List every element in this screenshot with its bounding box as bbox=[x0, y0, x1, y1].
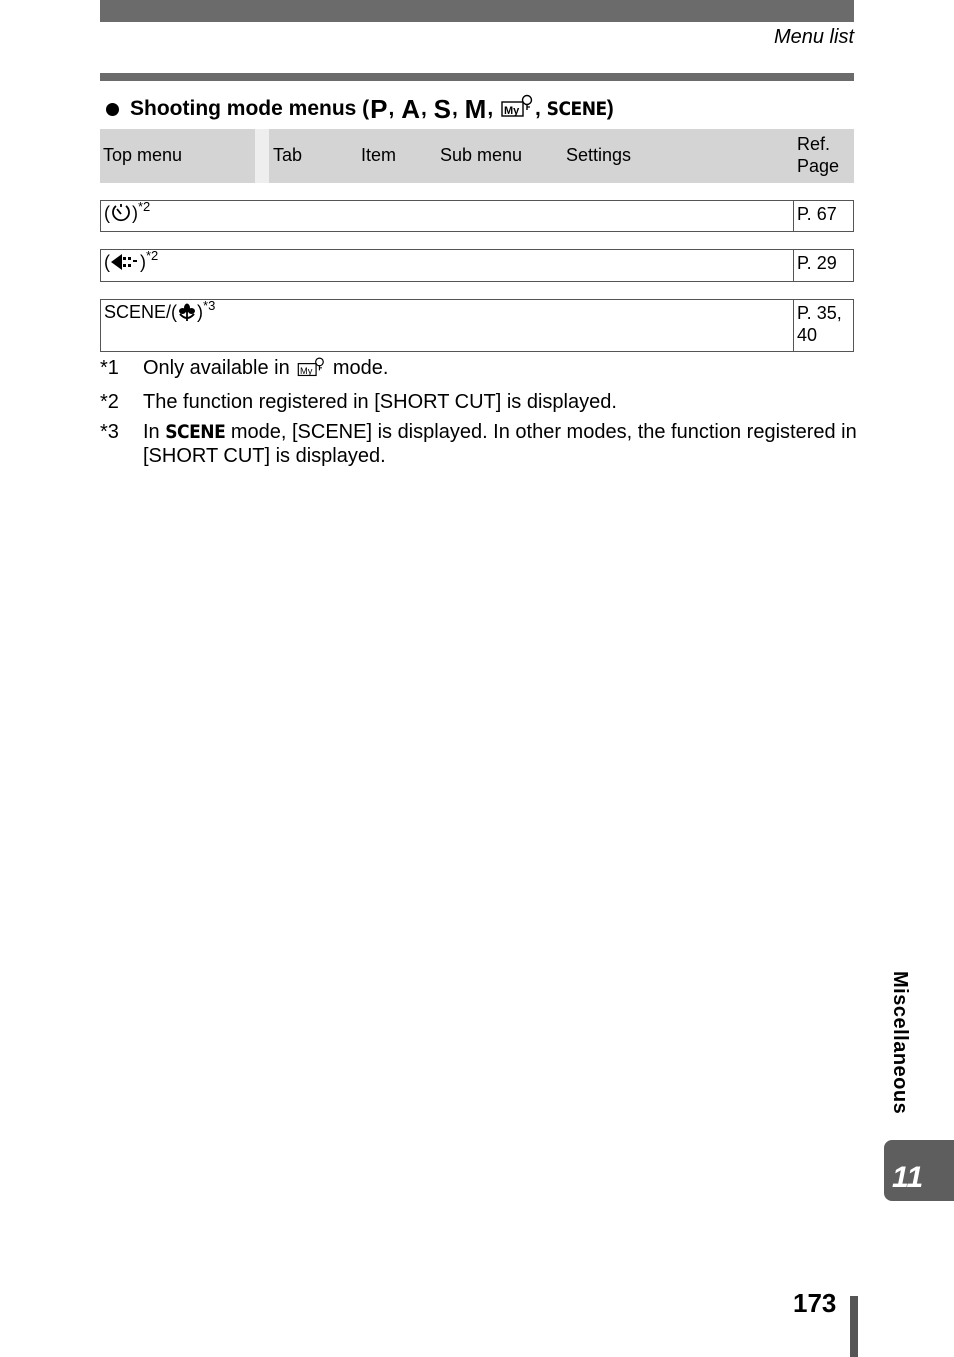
chapter-tab: 11 bbox=[884, 1140, 954, 1201]
footnote: *3 In SCENE mode, [SCENE] is displayed. In other modes, the function registered in [SHORT CUT] is displayed. bbox=[100, 421, 857, 467]
header-tab: Tab bbox=[273, 145, 303, 165]
scene-mode-label: SCENE bbox=[165, 421, 226, 443]
bullet-icon bbox=[106, 103, 119, 116]
footnote: *1 Only available in My mode. bbox=[100, 356, 860, 384]
mode-p: P bbox=[370, 93, 388, 124]
row-ref: P. 35, 40 bbox=[797, 303, 842, 345]
section-title: Shooting mode menus ( P , A , S , M , My , SCENE ) bbox=[106, 93, 614, 125]
row-label: ( )$^{*2}$ bbox=[101, 201, 794, 231]
svg-text:My: My bbox=[504, 105, 520, 117]
section-side-label: Miscellaneous bbox=[889, 971, 911, 1115]
page-header-title: Menu list bbox=[773, 26, 854, 48]
row-label: ( )$^{*2}$ bbox=[101, 250, 794, 281]
my-mode-icon bbox=[501, 93, 533, 125]
table-row bbox=[100, 299, 854, 352]
table-row bbox=[100, 200, 854, 232]
mode-m: M bbox=[464, 93, 487, 124]
row-ref: P. 29 bbox=[797, 253, 837, 273]
header-item: Item bbox=[361, 145, 397, 165]
header-sub-menu: Sub menu bbox=[440, 145, 523, 165]
page-number: 173 bbox=[793, 1288, 837, 1318]
footnote: *2 The function registered in [SHORT CUT] is displayed. bbox=[100, 391, 617, 413]
section-title-suffix: ) bbox=[606, 97, 614, 120]
self-timer-icon bbox=[110, 203, 132, 228]
top-bar bbox=[100, 0, 854, 22]
section-title-prefix: Shooting mode menus ( bbox=[130, 97, 370, 120]
my-mode-icon bbox=[297, 356, 325, 384]
table-row bbox=[100, 249, 854, 282]
header-ref-page: Ref. Page bbox=[797, 134, 840, 176]
footnotes bbox=[100, 356, 860, 474]
table-header bbox=[100, 129, 854, 183]
scene-mode-label: SCENE bbox=[546, 98, 607, 120]
mode-s: S bbox=[433, 93, 451, 124]
mode-a: A bbox=[401, 93, 420, 124]
row-ref: P. 67 bbox=[797, 204, 837, 224]
header-settings: Settings bbox=[566, 145, 632, 165]
header-top-menu: Top menu bbox=[103, 145, 183, 165]
svg-text:My: My bbox=[300, 365, 313, 376]
header-rule bbox=[100, 73, 854, 81]
page-bar bbox=[850, 1296, 858, 1357]
image-quality-icon bbox=[110, 252, 140, 277]
header-gap bbox=[255, 129, 269, 183]
row-label: SCENE/( )$^{*3}$ bbox=[101, 300, 794, 351]
macro-flower-icon bbox=[177, 302, 197, 327]
